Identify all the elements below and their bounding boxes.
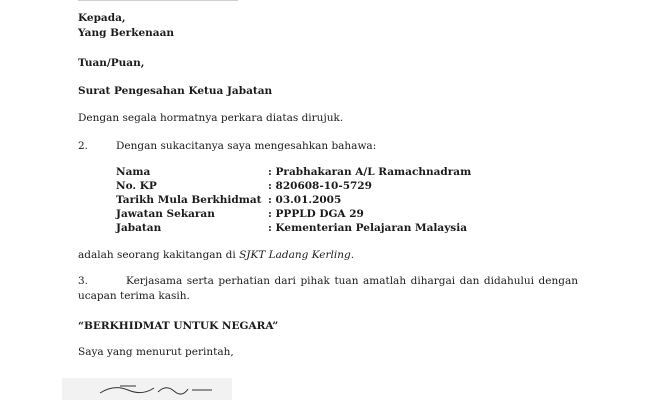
paragraph-2-text: Dengan sukacitanya saya mengesahkan bahawa: — [116, 140, 377, 152]
signature — [62, 378, 232, 400]
staff-statement — [78, 249, 354, 262]
closing-line: Saya yang menurut perintah, — [78, 346, 234, 358]
detail-label: Tarikh Mula Berkhidmat — [116, 194, 262, 206]
paragraph-3-text: Kerjasama serta perhatian dari pihak tuan amatlah dihargai dan didahului dengan ucapan terima kasih. — [78, 275, 578, 302]
detail-value: : Prabhakaran A/L Ramachnadram — [268, 166, 472, 178]
recipient-value: Yang Berkenaan — [78, 27, 175, 39]
school-name: SJKT Ladang Kerling. — [239, 249, 355, 261]
paragraph-2-number: 2. — [78, 140, 89, 152]
motto: “BERKHIDMAT UNTUK NEGARA” — [78, 320, 279, 332]
top-rule — [78, 0, 238, 1]
letter-subject: Surat Pengesahan Ketua Jabatan — [78, 85, 273, 97]
salutation: Tuan/Puan, — [78, 57, 145, 69]
detail-label: Nama — [116, 166, 151, 178]
recipient-label: Kepada, — [78, 12, 126, 24]
detail-value: : PPPLD DGA 29 — [268, 208, 364, 220]
signature-scribble — [62, 378, 232, 400]
paragraph-3-number: 3. — [78, 275, 89, 287]
detail-label: No. KP — [116, 180, 157, 192]
detail-value: : 820608-10-5729 — [268, 180, 372, 192]
opening-sentence: Dengan segala hormatnya perkara diatas dirujuk. — [78, 112, 344, 124]
detail-value: : 03.01.2005 — [268, 194, 342, 206]
detail-value: : Kementerian Pelajaran Malaysia — [268, 222, 468, 234]
paragraph-3 — [78, 274, 578, 304]
detail-label: Jabatan — [116, 222, 162, 234]
staff-prefix: adalah seorang kakitangan di — [78, 249, 240, 261]
detail-label: Jawatan Sekaran — [116, 208, 215, 220]
